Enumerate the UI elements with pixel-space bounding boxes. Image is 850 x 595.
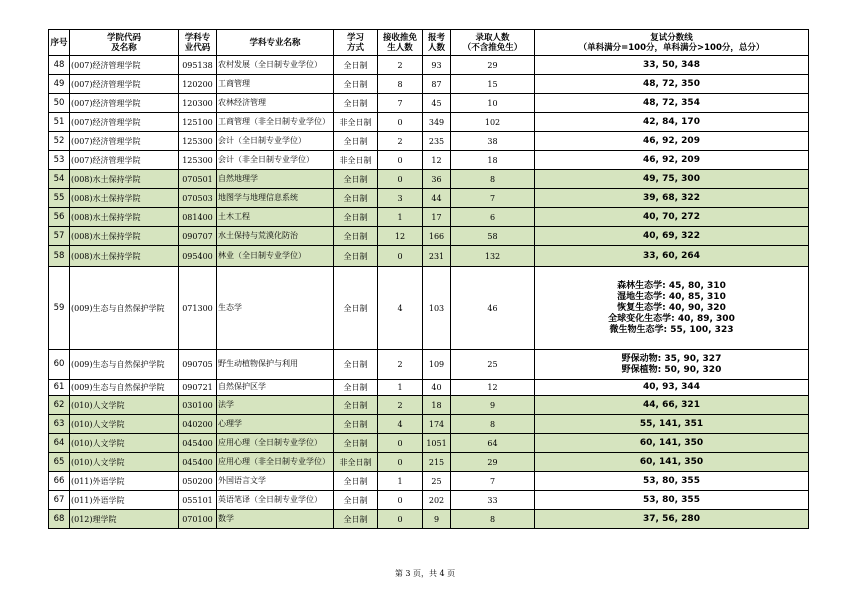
table-row	[49, 113, 809, 132]
major-cell: 数学	[217, 510, 334, 529]
table-row	[49, 170, 809, 189]
college-cell: (009)生态与自然保护学院	[70, 267, 179, 350]
college-cell: (008)水土保持学院	[70, 246, 179, 267]
seq-cell: 48	[49, 56, 70, 75]
mode-cell: 全日制	[334, 75, 378, 94]
tuimian-cell: 1	[378, 208, 423, 227]
tuimian-cell: 2	[378, 56, 423, 75]
score-line: 49, 75, 300	[643, 173, 700, 184]
score-line: 53, 80, 355	[643, 494, 700, 505]
mode-cell: 全日制	[334, 170, 378, 189]
table-row	[49, 415, 809, 434]
major-cell: 外国语言文学	[217, 472, 334, 491]
seq-cell: 53	[49, 151, 70, 170]
applicants-cell: 174	[423, 415, 451, 434]
tuimian-cell: 7	[378, 94, 423, 113]
mode-cell: 全日制	[334, 472, 378, 491]
college-cell: (007)经济管理学院	[70, 56, 179, 75]
code-cell: 030100	[179, 396, 217, 415]
table-row	[49, 350, 809, 380]
score-line: 55, 141, 351	[639, 418, 704, 429]
score-cell	[535, 151, 809, 170]
header-applicants: 报考 人数	[423, 30, 451, 56]
mode-cell: 全日制	[334, 415, 378, 434]
seq-cell: 68	[49, 510, 70, 529]
college-cell: (010)人文学院	[70, 434, 179, 453]
seq-cell: 60	[49, 350, 70, 380]
tuimian-cell: 0	[378, 510, 423, 529]
score-cell	[535, 132, 809, 151]
college-cell: (012)理学院	[70, 510, 179, 529]
mode-cell: 全日制	[334, 227, 378, 246]
code-cell: 081400	[179, 208, 217, 227]
score-cell	[535, 267, 809, 350]
score-line: 60, 141, 350	[639, 437, 704, 448]
admitted-cell: 102	[451, 113, 535, 132]
score-cell	[535, 75, 809, 94]
seq-cell: 58	[49, 246, 70, 267]
admitted-cell: 9	[451, 396, 535, 415]
admitted-cell: 7	[451, 472, 535, 491]
table-row	[49, 208, 809, 227]
tuimian-cell: 3	[378, 189, 423, 208]
major-cell: 农林经济管理	[217, 94, 334, 113]
seq-cell: 55	[49, 189, 70, 208]
college-cell: (008)水土保持学院	[70, 227, 179, 246]
tuimian-cell: 0	[378, 491, 423, 510]
applicants-cell: 235	[423, 132, 451, 151]
code-cell: 050200	[179, 472, 217, 491]
score-line: 全球变化生态学: 40, 89, 300	[608, 313, 735, 324]
score-line: 37, 56, 280	[643, 513, 700, 524]
admitted-cell: 10	[451, 94, 535, 113]
admitted-cell: 64	[451, 434, 535, 453]
table-row	[49, 472, 809, 491]
seq-cell: 57	[49, 227, 70, 246]
seq-cell: 61	[49, 380, 70, 396]
mode-cell: 全日制	[334, 380, 378, 396]
applicants-cell: 87	[423, 75, 451, 94]
score-line: 48, 72, 350	[643, 78, 700, 89]
page-footer: 第 3 页，共 4 页	[394, 569, 456, 578]
score-line: 恢复生态学: 40, 90, 320	[617, 302, 726, 313]
score-line: 40, 69, 322	[643, 230, 700, 241]
major-cell: 工商管理（非全日制专业学位）	[217, 113, 334, 132]
admitted-cell: 29	[451, 453, 535, 472]
applicants-cell: 45	[423, 94, 451, 113]
seq-cell: 50	[49, 94, 70, 113]
tuimian-cell: 4	[378, 267, 423, 350]
college-cell: (009)生态与自然保护学院	[70, 380, 179, 396]
code-cell: 090707	[179, 227, 217, 246]
major-cell: 会计（非全日制专业学位）	[217, 151, 334, 170]
score-line: 森林生态学: 45, 80, 310	[617, 280, 726, 291]
major-cell: 土木工程	[217, 208, 334, 227]
mode-cell: 非全日制	[334, 151, 378, 170]
mode-cell: 全日制	[334, 56, 378, 75]
college-cell: (011)外语学院	[70, 472, 179, 491]
table-row	[49, 56, 809, 75]
college-cell: (007)经济管理学院	[70, 151, 179, 170]
header-score: 复试分数线 （单科满分=100分，单科满分>100分，总分）	[535, 30, 809, 56]
code-cell: 120200	[179, 75, 217, 94]
college-cell: (010)人文学院	[70, 415, 179, 434]
admitted-cell: 15	[451, 75, 535, 94]
college-cell: (007)经济管理学院	[70, 94, 179, 113]
score-line: 微生物生态学: 55, 100, 323	[609, 324, 734, 335]
admitted-cell: 18	[451, 151, 535, 170]
code-cell: 040200	[179, 415, 217, 434]
table-body	[49, 56, 809, 529]
score-cell	[535, 453, 809, 472]
score-line: 60, 141, 350	[639, 456, 704, 467]
code-cell: 125100	[179, 113, 217, 132]
score-cell	[535, 94, 809, 113]
table-row	[49, 75, 809, 94]
applicants-cell: 17	[423, 208, 451, 227]
table-row	[49, 396, 809, 415]
major-cell: 工商管理	[217, 75, 334, 94]
table-row	[49, 227, 809, 246]
code-cell: 095400	[179, 246, 217, 267]
admitted-cell: 29	[451, 56, 535, 75]
major-cell: 地图学与地理信息系统	[217, 189, 334, 208]
score-line: 39, 68, 322	[643, 192, 700, 203]
college-cell: (007)经济管理学院	[70, 75, 179, 94]
score-line: 48, 72, 354	[643, 97, 700, 108]
code-cell: 045400	[179, 453, 217, 472]
tuimian-cell: 0	[378, 246, 423, 267]
table-row	[49, 132, 809, 151]
header-code: 学科专 业代码	[179, 30, 217, 56]
seq-cell: 64	[49, 434, 70, 453]
college-cell: (010)人文学院	[70, 396, 179, 415]
tuimian-cell: 1	[378, 380, 423, 396]
score-cell	[535, 396, 809, 415]
applicants-cell: 349	[423, 113, 451, 132]
code-cell: 090705	[179, 350, 217, 380]
score-cell	[535, 227, 809, 246]
mode-cell: 全日制	[334, 396, 378, 415]
seq-cell: 54	[49, 170, 70, 189]
table-row	[49, 510, 809, 529]
table-row	[49, 94, 809, 113]
admitted-cell: 38	[451, 132, 535, 151]
header-tuimian: 接收推免 生人数	[378, 30, 423, 56]
code-cell: 090721	[179, 380, 217, 396]
mode-cell: 全日制	[334, 491, 378, 510]
score-line: 40, 93, 344	[643, 382, 700, 392]
mode-cell: 全日制	[334, 350, 378, 380]
mode-cell: 全日制	[334, 94, 378, 113]
code-cell: 070503	[179, 189, 217, 208]
code-cell: 125300	[179, 151, 217, 170]
admitted-cell: 58	[451, 227, 535, 246]
mode-cell: 非全日制	[334, 453, 378, 472]
score-cell	[535, 472, 809, 491]
applicants-cell: 109	[423, 350, 451, 380]
college-cell: (008)水土保持学院	[70, 208, 179, 227]
seq-cell: 59	[49, 267, 70, 350]
admitted-cell: 33	[451, 491, 535, 510]
major-cell: 野生动植物保护与利用	[217, 350, 334, 380]
code-cell: 045400	[179, 434, 217, 453]
score-line: 46, 92, 209	[643, 154, 700, 165]
code-cell: 071300	[179, 267, 217, 350]
table-row	[49, 491, 809, 510]
header-seq: 序号	[49, 30, 70, 56]
admitted-cell: 46	[451, 267, 535, 350]
score-cell	[535, 113, 809, 132]
score-cell	[535, 170, 809, 189]
mode-cell: 全日制	[334, 189, 378, 208]
score-line: 40, 70, 272	[643, 211, 700, 222]
seq-cell: 63	[49, 415, 70, 434]
major-cell: 水土保持与荒漠化防治	[217, 227, 334, 246]
table-header-row	[49, 30, 809, 56]
mode-cell: 全日制	[334, 208, 378, 227]
applicants-cell: 25	[423, 472, 451, 491]
seq-cell: 67	[49, 491, 70, 510]
tuimian-cell: 0	[378, 453, 423, 472]
table-row	[49, 246, 809, 267]
applicants-cell: 202	[423, 491, 451, 510]
table-row	[49, 151, 809, 170]
college-cell: (007)经济管理学院	[70, 132, 179, 151]
code-cell: 120300	[179, 94, 217, 113]
mode-cell: 全日制	[334, 246, 378, 267]
mode-cell: 全日制	[334, 510, 378, 529]
score-table-sheet	[48, 29, 808, 529]
score-cell	[535, 380, 809, 396]
admitted-cell: 8	[451, 510, 535, 529]
score-line: 42, 84, 170	[643, 116, 700, 127]
score-cell	[535, 189, 809, 208]
major-cell: 自然地理学	[217, 170, 334, 189]
college-cell: (007)经济管理学院	[70, 113, 179, 132]
major-cell: 会计（全日制专业学位）	[217, 132, 334, 151]
code-cell: 095138	[179, 56, 217, 75]
score-cell	[535, 246, 809, 267]
code-cell: 055101	[179, 491, 217, 510]
mode-cell: 非全日制	[334, 113, 378, 132]
seq-cell: 66	[49, 472, 70, 491]
admitted-cell: 6	[451, 208, 535, 227]
score-cell	[535, 491, 809, 510]
applicants-cell: 12	[423, 151, 451, 170]
score-line: 33, 60, 264	[643, 250, 700, 261]
college-cell: (009)生态与自然保护学院	[70, 350, 179, 380]
tuimian-cell: 0	[378, 113, 423, 132]
score-cell	[535, 434, 809, 453]
mode-cell: 全日制	[334, 434, 378, 453]
college-cell: (008)水土保持学院	[70, 189, 179, 208]
major-cell: 应用心理（非全日制专业学位）	[217, 453, 334, 472]
college-cell: (008)水土保持学院	[70, 170, 179, 189]
score-cell	[535, 350, 809, 380]
tuimian-cell: 1	[378, 472, 423, 491]
tuimian-cell: 8	[378, 75, 423, 94]
applicants-cell: 166	[423, 227, 451, 246]
admitted-cell: 12	[451, 380, 535, 396]
tuimian-cell: 2	[378, 350, 423, 380]
admitted-cell: 132	[451, 246, 535, 267]
score-table	[48, 29, 809, 529]
admitted-cell: 7	[451, 189, 535, 208]
major-cell: 生态学	[217, 267, 334, 350]
seq-cell: 62	[49, 396, 70, 415]
applicants-cell: 1051	[423, 434, 451, 453]
code-cell: 070100	[179, 510, 217, 529]
applicants-cell: 9	[423, 510, 451, 529]
code-cell: 125300	[179, 132, 217, 151]
seq-cell: 49	[49, 75, 70, 94]
applicants-cell: 231	[423, 246, 451, 267]
applicants-cell: 18	[423, 396, 451, 415]
major-cell: 应用心理（全日制专业学位）	[217, 434, 334, 453]
seq-cell: 51	[49, 113, 70, 132]
applicants-cell: 36	[423, 170, 451, 189]
seq-cell: 52	[49, 132, 70, 151]
score-line: 野保动物: 35, 90, 327	[621, 353, 722, 364]
table-row	[49, 453, 809, 472]
seq-cell: 65	[49, 453, 70, 472]
score-line: 湿地生态学: 40, 85, 310	[617, 291, 726, 302]
table-row	[49, 267, 809, 350]
table-row	[49, 189, 809, 208]
major-cell: 农村发展（全日制专业学位）	[217, 56, 334, 75]
mode-cell: 全日制	[334, 132, 378, 151]
admitted-cell: 8	[451, 170, 535, 189]
score-cell	[535, 510, 809, 529]
mode-cell: 全日制	[334, 267, 378, 350]
header-major: 学科专业名称	[217, 30, 334, 56]
applicants-cell: 103	[423, 267, 451, 350]
score-line: 野保植物: 50, 90, 320	[621, 364, 722, 375]
score-line: 46, 92, 209	[643, 135, 700, 146]
college-cell: (011)外语学院	[70, 491, 179, 510]
major-cell: 英语笔译（全日制专业学位）	[217, 491, 334, 510]
seq-cell: 56	[49, 208, 70, 227]
score-cell	[535, 56, 809, 75]
applicants-cell: 44	[423, 189, 451, 208]
major-cell: 自然保护区学	[217, 380, 334, 396]
code-cell: 070501	[179, 170, 217, 189]
major-cell: 心理学	[217, 415, 334, 434]
header-admitted: 录取人数 （不含推免生）	[451, 30, 535, 56]
tuimian-cell: 4	[378, 415, 423, 434]
header-college: 学院代码 及名称	[70, 30, 179, 56]
score-line: 44, 66, 321	[643, 399, 700, 410]
applicants-cell: 40	[423, 380, 451, 396]
tuimian-cell: 2	[378, 132, 423, 151]
admitted-cell: 8	[451, 415, 535, 434]
score-line: 33, 50, 348	[643, 59, 700, 70]
applicants-cell: 215	[423, 453, 451, 472]
applicants-cell: 93	[423, 56, 451, 75]
table-row	[49, 434, 809, 453]
major-cell: 林业（全日制专业学位）	[217, 246, 334, 267]
tuimian-cell: 2	[378, 396, 423, 415]
tuimian-cell: 0	[378, 170, 423, 189]
major-cell: 法学	[217, 396, 334, 415]
college-cell: (010)人文学院	[70, 453, 179, 472]
admitted-cell: 25	[451, 350, 535, 380]
header-mode: 学习 方式	[334, 30, 378, 56]
score-line: 53, 80, 355	[643, 475, 700, 486]
table-row	[49, 380, 809, 396]
tuimian-cell: 0	[378, 151, 423, 170]
score-cell	[535, 208, 809, 227]
tuimian-cell: 12	[378, 227, 423, 246]
score-cell	[535, 415, 809, 434]
tuimian-cell: 0	[378, 434, 423, 453]
